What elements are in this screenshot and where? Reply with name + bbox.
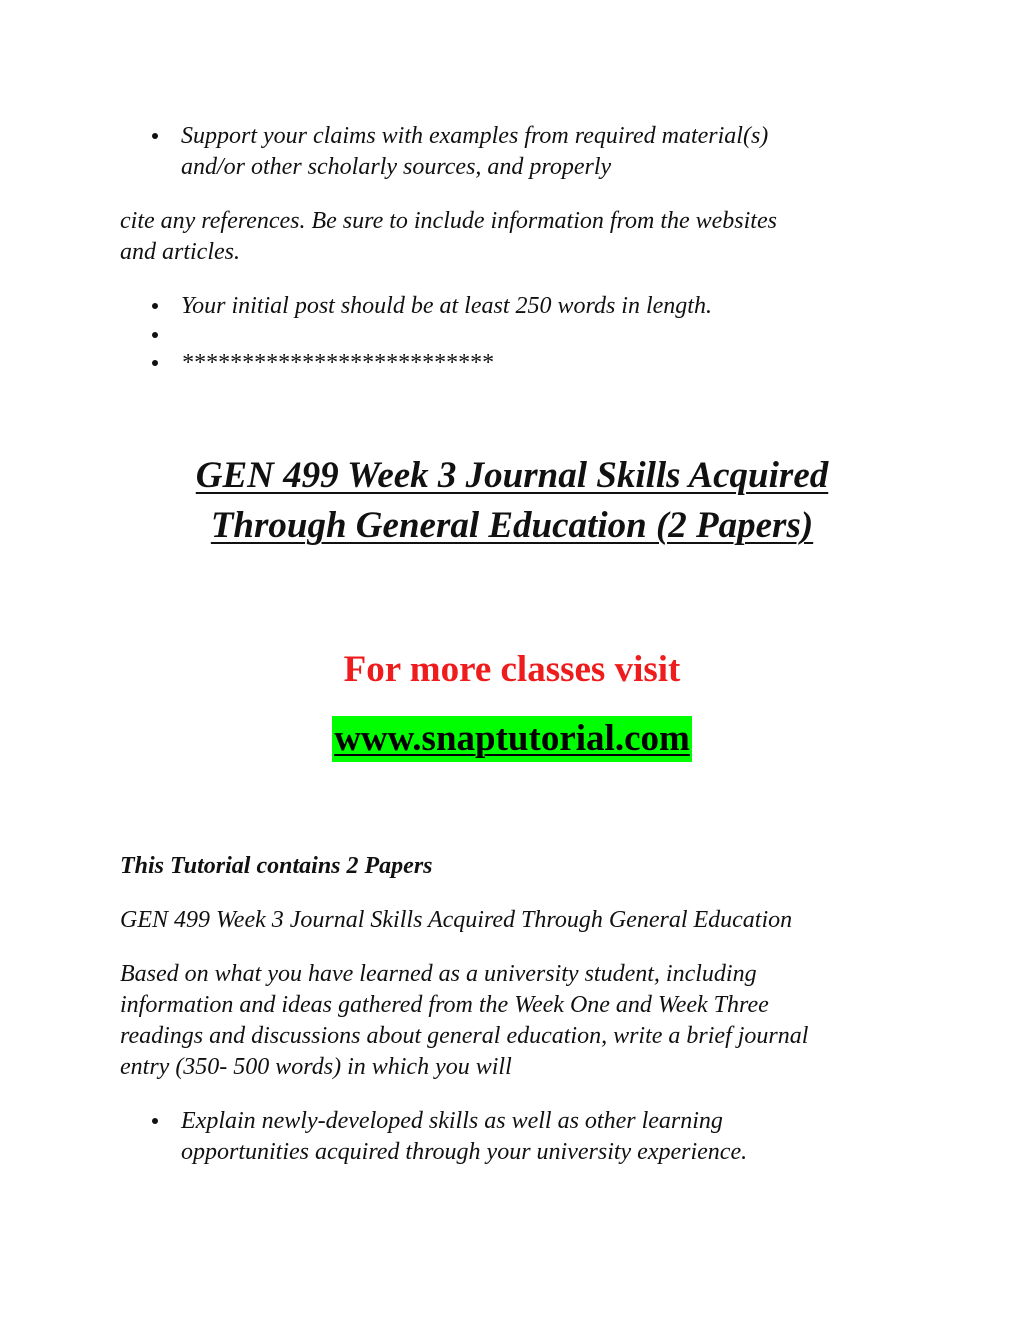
bullet-item-empty xyxy=(120,320,900,348)
paragraph-line: entry (350- 500 words) in which you will xyxy=(120,1054,512,1080)
bullet-line: and/or other scholarly sources, and properly xyxy=(181,154,612,180)
paragraph-line: information and ideas gathered from the Week One and Week Three xyxy=(120,992,769,1018)
snaptutorial-link[interactable]: www.snaptutorial.com xyxy=(332,716,692,762)
tutorial-contains-label: This Tutorial contains 2 Papers xyxy=(120,853,433,879)
bullet-dot-icon xyxy=(152,360,158,366)
paragraph-line: and articles. xyxy=(120,239,240,265)
paragraph-line: Based on what you have learned as a university student, including xyxy=(120,961,757,987)
bullet-item-asterisks xyxy=(120,348,900,376)
bullet-line: Support your claims with examples from required material(s) xyxy=(181,123,769,149)
bullet-text: ************************** xyxy=(181,350,493,376)
top-bullet-list xyxy=(120,121,900,183)
continuation-paragraph xyxy=(120,206,900,268)
promo-link-wrapper xyxy=(0,716,1024,762)
bullet-dot-icon xyxy=(152,1118,158,1124)
bullet-text: Your initial post should be at least 250 words in length. xyxy=(181,293,712,319)
bullet-item-explain-skills xyxy=(120,1106,900,1168)
bullet-item-word-count xyxy=(120,291,900,320)
paper-subtitle: GEN 499 Week 3 Journal Skills Acquired Through General Education xyxy=(120,907,793,933)
body-paragraph xyxy=(120,959,900,1083)
bullet-line: opportunities acquired through your university experience. xyxy=(181,1139,748,1165)
bullet-dot-icon xyxy=(152,332,158,338)
bullet-item-support-claims xyxy=(120,121,900,183)
middle-bullet-list xyxy=(120,291,900,376)
page-title-line: GEN 499 Week 3 Journal Skills Acquired xyxy=(195,455,829,496)
bullet-dot-icon xyxy=(152,303,158,309)
bullet-line: Explain newly-developed skills as well as other learning xyxy=(181,1108,723,1134)
paragraph-line: cite any references. Be sure to include information from the websites xyxy=(120,208,777,234)
page-title xyxy=(0,451,1024,551)
paragraph-line: readings and discussions about general education, write a brief journal xyxy=(120,1023,809,1049)
bullet-dot-icon xyxy=(152,133,158,139)
bottom-bullet-list xyxy=(120,1106,900,1168)
promo-visit-text: For more classes visit xyxy=(343,649,681,690)
page-title-line: Through General Education (2 Papers) xyxy=(210,505,814,546)
